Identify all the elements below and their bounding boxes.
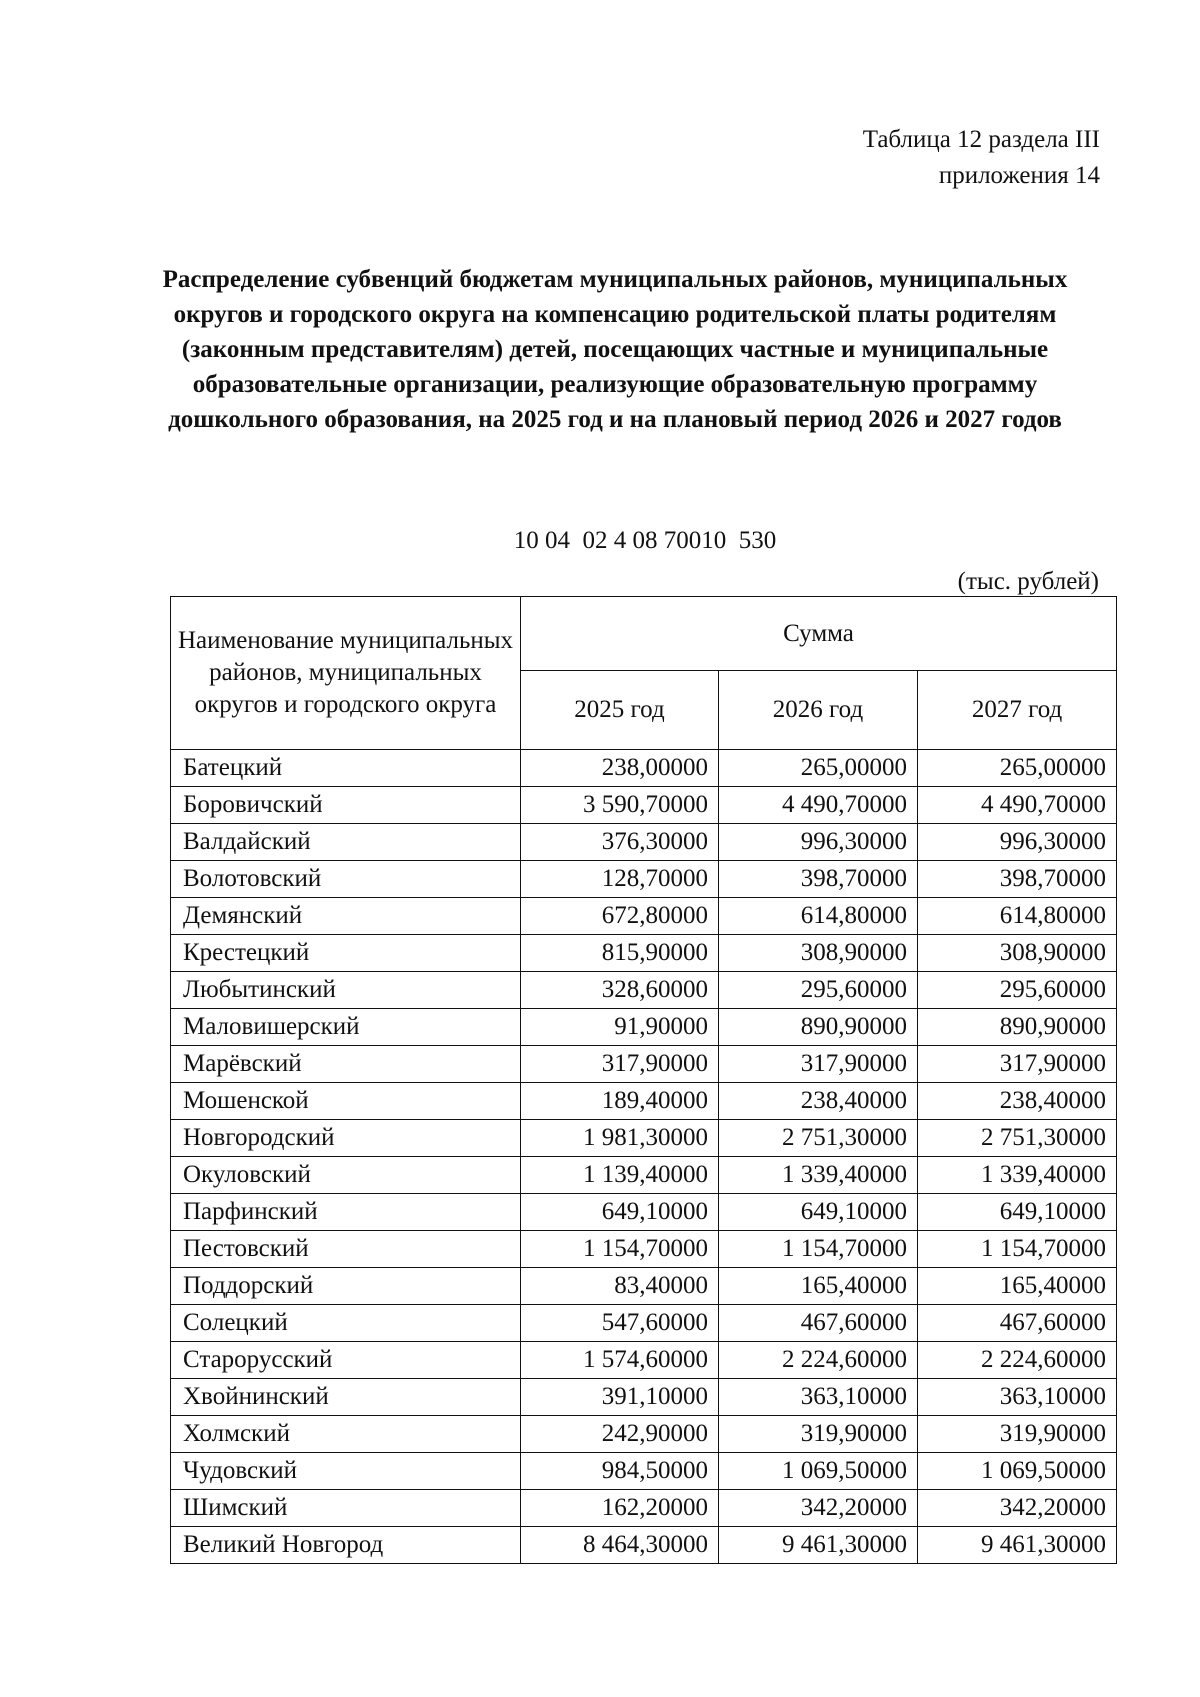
row-value-2025: 649,10000 [521,1194,719,1231]
table-row [171,935,1117,972]
row-value-2026: 649,10000 [719,1194,918,1231]
row-name-cell: Мошенской [171,1083,521,1120]
header-name: Наименование муниципальных районов, муниципальных округов и городского округа [171,597,521,750]
row-value-2026: 342,20000 [719,1490,918,1527]
row-name-cell: Демянский [171,898,521,935]
table-row [171,1342,1117,1379]
row-value-2027: 649,10000 [918,1194,1117,1231]
table-row [171,1453,1117,1490]
row-value-2026: 295,60000 [719,972,918,1009]
header-year-2026: 2026 год [719,671,918,750]
table-row [171,1083,1117,1120]
row-value-2027: 1 339,40000 [918,1157,1117,1194]
row-value-2027: 1 069,50000 [918,1453,1117,1490]
row-value-2025: 1 154,70000 [521,1231,719,1268]
row-value-2025: 376,30000 [521,824,719,861]
subvention-table [170,596,1117,1564]
row-value-2026: 467,60000 [719,1305,918,1342]
row-value-2025: 3 590,70000 [521,787,719,824]
row-name-cell: Пестовский [171,1231,521,1268]
row-value-2026: 1 069,50000 [719,1453,918,1490]
row-value-2025: 242,90000 [521,1416,719,1453]
row-name-cell: Крестецкий [171,935,521,972]
row-value-2026: 9 461,30000 [719,1527,918,1564]
row-name-cell: Маловишерский [171,1009,521,1046]
row-value-2026: 2 224,60000 [719,1342,918,1379]
row-value-2027: 1 154,70000 [918,1231,1117,1268]
table-row [171,1194,1117,1231]
table-row [171,1305,1117,1342]
row-value-2026: 265,00000 [719,750,918,787]
units-label: (тыс. рублей) [957,568,1099,595]
row-value-2026: 319,90000 [719,1416,918,1453]
table-row [171,750,1117,787]
row-value-2027: 2 224,60000 [918,1342,1117,1379]
table-row [171,1231,1117,1268]
header-year-2025: 2025 год [521,671,719,750]
row-value-2025: 328,60000 [521,972,719,1009]
reference-line-2: приложения 14 [938,162,1100,189]
table-row [171,824,1117,861]
row-name-cell: Поддорский [171,1268,521,1305]
row-name-cell: Солецкий [171,1305,521,1342]
table-row [171,1490,1117,1527]
table-row [171,1046,1117,1083]
row-value-2026: 2 751,30000 [719,1120,918,1157]
row-value-2026: 890,90000 [719,1009,918,1046]
row-name-cell: Шимский [171,1490,521,1527]
row-value-2025: 128,70000 [521,861,719,898]
row-name-cell: Боровичский [171,787,521,824]
row-value-2027: 165,40000 [918,1268,1117,1305]
row-value-2025: 547,60000 [521,1305,719,1342]
row-value-2026: 308,90000 [719,935,918,972]
row-name-cell: Старорусский [171,1342,521,1379]
row-value-2025: 238,00000 [521,750,719,787]
table-row [171,972,1117,1009]
row-value-2027: 342,20000 [918,1490,1117,1527]
row-value-2027: 319,90000 [918,1416,1117,1453]
row-name-cell: Великий Новгород [171,1527,521,1564]
row-value-2025: 984,50000 [521,1453,719,1490]
row-value-2027: 308,90000 [918,935,1117,972]
row-value-2027: 238,40000 [918,1083,1117,1120]
row-value-2027: 9 461,30000 [918,1527,1117,1564]
row-value-2025: 815,90000 [521,935,719,972]
row-name-cell: Волотовский [171,861,521,898]
table-row [171,1157,1117,1194]
row-value-2025: 1 981,30000 [521,1120,719,1157]
row-value-2025: 1 139,40000 [521,1157,719,1194]
row-value-2025: 162,20000 [521,1490,719,1527]
row-value-2027: 2 751,30000 [918,1120,1117,1157]
row-value-2026: 317,90000 [719,1046,918,1083]
row-value-2027: 295,60000 [918,972,1117,1009]
row-name-cell: Чудовский [171,1453,521,1490]
row-name-cell: Батецкий [171,750,521,787]
header-sum: Сумма [521,597,1117,671]
row-name-cell: Новгородский [171,1120,521,1157]
row-value-2027: 398,70000 [918,861,1117,898]
document-title: Распределение субвенций бюджетам муниципальных районов, муниципальных округов и городского округа на компенсацию родительской платы родителям (законным представителям) детей, посещающих частные и муниципальные образовательные организации, реализующие образовательную программу дошкольного образования, на 2025 год и на плановый период 2026 и 2027 годов [162,266,1068,433]
row-value-2027: 890,90000 [918,1009,1117,1046]
row-value-2025: 83,40000 [521,1268,719,1305]
table-row [171,1527,1117,1564]
row-value-2026: 238,40000 [719,1083,918,1120]
row-value-2026: 398,70000 [719,861,918,898]
row-value-2027: 317,90000 [918,1046,1117,1083]
table-row [171,898,1117,935]
reference-line-1: Таблица 12 раздела III [862,126,1100,153]
table-body [171,750,1117,1564]
row-value-2025: 672,80000 [521,898,719,935]
table-row [171,1416,1117,1453]
row-value-2025: 391,10000 [521,1379,719,1416]
row-value-2026: 4 490,70000 [719,787,918,824]
row-value-2026: 614,80000 [719,898,918,935]
table-row [171,787,1117,824]
row-value-2026: 1 339,40000 [719,1157,918,1194]
row-value-2025: 1 574,60000 [521,1342,719,1379]
budget-code: 10 04 02 4 08 70010 530 [513,527,777,554]
table-reference [863,122,1100,194]
row-value-2025: 317,90000 [521,1046,719,1083]
row-value-2025: 189,40000 [521,1083,719,1120]
table-row [171,1268,1117,1305]
row-name-cell: Парфинский [171,1194,521,1231]
row-value-2025: 8 464,30000 [521,1527,719,1564]
row-value-2027: 996,30000 [918,824,1117,861]
row-name-cell: Валдайский [171,824,521,861]
row-value-2026: 996,30000 [719,824,918,861]
row-name-cell: Окуловский [171,1157,521,1194]
row-value-2027: 4 490,70000 [918,787,1117,824]
row-name-cell: Любытинский [171,972,521,1009]
row-name-cell: Хвойнинский [171,1379,521,1416]
row-value-2026: 165,40000 [719,1268,918,1305]
row-value-2027: 614,80000 [918,898,1117,935]
row-value-2027: 363,10000 [918,1379,1117,1416]
row-value-2025: 91,90000 [521,1009,719,1046]
row-value-2027: 265,00000 [918,750,1117,787]
row-value-2026: 1 154,70000 [719,1231,918,1268]
table-row [171,1379,1117,1416]
row-name-cell: Марёвский [171,1046,521,1083]
table-row [171,861,1117,898]
header-year-2027: 2027 год [918,671,1117,750]
row-value-2026: 363,10000 [719,1379,918,1416]
table-row [171,1009,1117,1046]
row-value-2027: 467,60000 [918,1305,1117,1342]
row-name-cell: Холмский [171,1416,521,1453]
table-row [171,1120,1117,1157]
